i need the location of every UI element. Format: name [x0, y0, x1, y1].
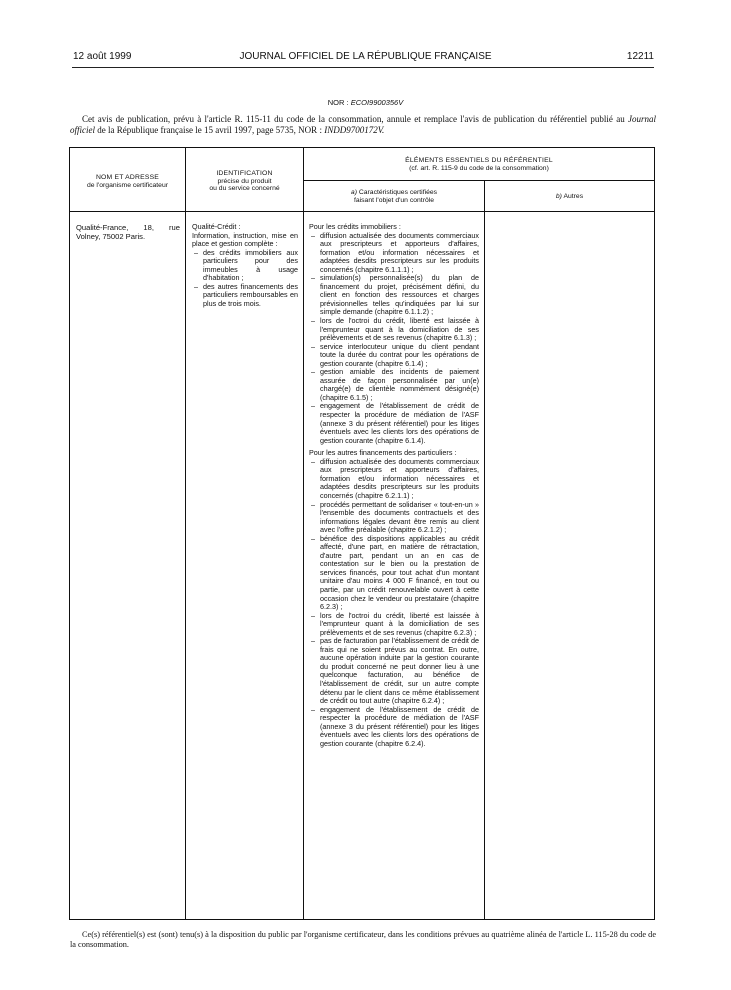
col-divider-1 [185, 148, 186, 919]
col-header-organisme [70, 174, 185, 189]
section-autres-financements-list [309, 458, 479, 749]
header-page-number: 12211 [626, 51, 654, 62]
section-credits-immobiliers-list [309, 232, 479, 446]
produit-item: – des autres financements des particuliers remboursables en plus de trois mois. [192, 283, 298, 309]
produit-list [192, 249, 298, 309]
col-header-caracteristiques [304, 189, 484, 204]
col-header-elements-subtitle: (cf. art. R. 115-9 du code de la consommation) [409, 164, 549, 172]
section-credits-immobiliers-title: Pour les crédits immobiliers : [309, 222, 401, 231]
section1-item: – diffusion actualisée des documents commerciaux aux prescripteurs et apporteurs d'affaires, formation et/ou information nécessaires et adaptées desdits prescripteurs sur les produits concernés (chapitre 6.1.1.1) ; [309, 232, 479, 275]
produit-item: – des crédits immobiliers aux particuliers pour des immeubles à usage d'habitation ; [192, 249, 298, 283]
section2-item: – diffusion actualisée des documents commerciaux aux prescripteurs et apporteurs d'affaires, formation et/ou information nécessaires et adaptées desdits prescripteurs sur les produits concernés (chapitre 6.2.1.1) ; [309, 458, 479, 501]
col-divider-3 [484, 180, 485, 919]
col-header-identification-line2: précise du produit [217, 177, 272, 185]
caracteristiques-cell [309, 223, 479, 748]
section2-item: – procédés permettant de solidariser « tout-en-un » l'ensemble des documents contractuels et des informations légales devant être remis au client avec l'offre préalable (chapitre 6.2.1.2) ; [309, 501, 479, 535]
intro-journal: Journal officiel [70, 114, 656, 135]
col-header-caracteristiques-line1 [304, 189, 484, 197]
produit-cell [192, 223, 298, 308]
col-header-organisme-title: NOM ET ADRESSE [95, 174, 160, 181]
col-header-identification [186, 170, 303, 193]
section2-item: – lors de l'octroi du crédit, liberté est laissée à l'emprunteur quant à la domiciliation de ses prélèvements et de ses revenus (chapitre 6.2.3) ; [309, 612, 479, 638]
col-header-autres [485, 193, 654, 201]
intro-text-1: Cet avis de publication, prévu à l'article R. 115-11 du code de la consommation, annule et remplace l'avis de publication du référentiel publié au [82, 114, 628, 124]
col-header-autres-letter: b) [555, 193, 562, 200]
footer-paragraph: Ce(s) référentiel(s) est (sont) tenu(s) à la disposition du public par l'organisme certificateur, dans les conditions prévues au quatrième alinéa de l'article L. 115-28 du code de la consommation. [70, 930, 656, 949]
section1-item: – lors de l'octroi du crédit, liberté est laissée à l'emprunteur quant à la domiciliation de ses prélèvements et de ses revenus (chapitre 6.1.3) ; [309, 317, 479, 343]
col-header-identification-title: IDENTIFICATION [216, 170, 273, 177]
section1-item: – engagement de l'établissement de crédit de respecter la procédure de médiation de l'ASF (annexe 3 du présent référentiel) pour les litiges éventuels avec les clients lors des opérations de gestion courante (chapitre 6.1.4). [309, 402, 479, 445]
header-bottom-rule [70, 211, 654, 212]
section-autres-financements-title: Pour les autres financements des particuliers : [309, 448, 457, 458]
header-rule [72, 67, 654, 68]
col-divider-2 [303, 148, 304, 919]
col-header-autres-text: Autres [563, 193, 584, 200]
section2-item: – pas de facturation par l'établissement de crédit de frais qui ne soient prévus au contrat. En outre, aucune opération induite par la gestion courante du produit concerné ne peut donner lieu à une quelconque facturation, au bénéfice de l'établissement de crédit, sur un autre compte détenu par le client dans ce même établissement de crédit ou tout autre (chapitre 6.2.4) ; [309, 637, 479, 705]
col-header-elements [304, 157, 654, 172]
nor-label: NOR : [327, 98, 349, 107]
col-header-caracteristiques-letter: a) [350, 189, 357, 196]
section2-item: – engagement de l'établissement de crédit de respecter la procédure de médiation de l'ASF (annexe 3 du présent référentiel) pour les litiges éventuels avec les clients lors des opérations de gestion courante (chapitre 6.2.4). [309, 706, 479, 749]
intro-text-2: de la République française le 15 avril 1997, page 5735, NOR : [95, 124, 325, 135]
col-header-caracteristiques-line2: faisant l'objet d'un contrôle [353, 196, 435, 204]
section1-item: – simulation(s) personnalisée(s) du plan de financement du projet, précisément défini, du client en fonction des ressources et charges prévisionnelles telles qu'indiquées par lui sur simple demande (chapitre 6.1.1.2) ; [309, 274, 479, 317]
section1-item: – gestion amiable des incidents de paiement assurée de façon personnalisée par un(e) chargé(e) de clientèle nommément désigné(e) (chapitre 6.1.5) ; [309, 368, 479, 402]
intro-paragraph [70, 114, 656, 135]
produit-title: Qualité-Crédit : [192, 222, 241, 231]
subheader-rule [303, 180, 654, 181]
nor-code: ECOI9900356V [350, 98, 404, 107]
nor-line [0, 98, 731, 107]
header-date: 12 août 1999 [73, 51, 132, 62]
organisme-address: Qualité-France, 18, rue Volney, 75002 Paris. [76, 223, 180, 241]
header-journal-title: JOURNAL OFFICIEL DE LA RÉPUBLIQUE FRANÇAISE [239, 51, 492, 62]
col-header-identification-line3: ou du service concerné [209, 185, 280, 193]
col-header-elements-title: ÉLÉMENTS ESSENTIELS DU RÉFÉRENTIEL [405, 157, 553, 164]
intro-nor-ref: INDD9700172V. [324, 124, 385, 135]
col-header-organisme-subtitle: de l'organisme certificateur [86, 181, 168, 189]
col-header-caracteristiques-text: Caractéristiques certifiées [358, 189, 438, 196]
produit-intro: Information, instruction, mise en place et gestion complète : [192, 230, 298, 249]
referentiel-table [69, 147, 655, 920]
section2-item: – bénéfice des dispositions applicables au crédit affecté, d'une part, en matière de rétractation, d'autre part, pendant un an en cas de contestation sur le bien ou la prestation de services financés, pour tout achat d'un montant unitaire d'au moins 4 000 F financé, en tout ou partie, par un crédit renouvelable ouvert à cette occasion chez le vendeur ou prestataire (chapitre 6.2.3) ; [309, 535, 479, 612]
section1-item: – service interlocuteur unique du client pendant toute la durée du contrat pour les opérations de gestion courante (chapitre 6.1.4) ; [309, 343, 479, 369]
